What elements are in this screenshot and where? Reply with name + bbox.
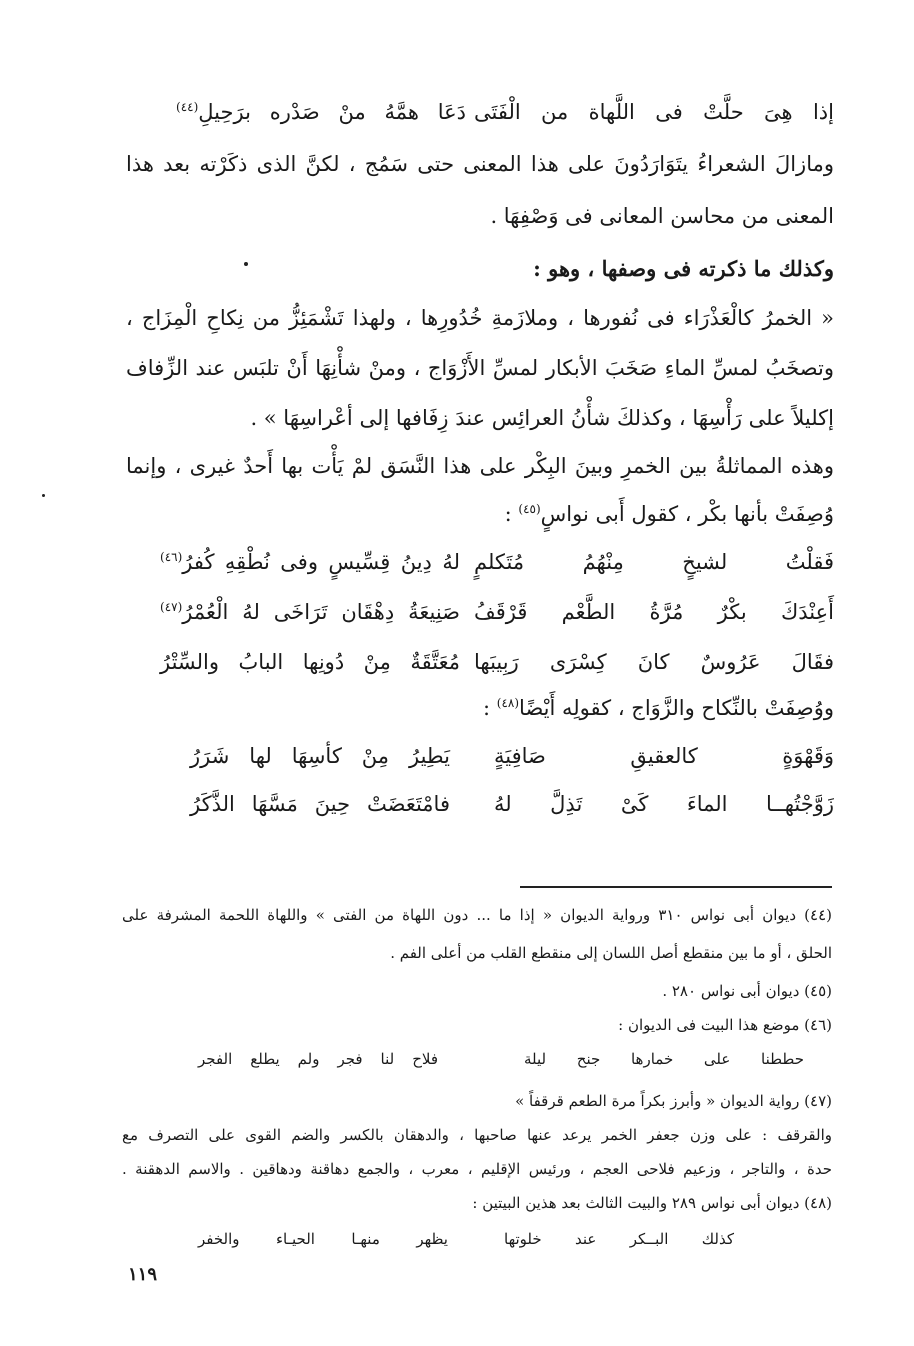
verse1-left-hemistich bbox=[160, 550, 460, 574]
verse5-right-hemistich: زَوَّجْتُهــا الماءَ كَىْ تَذِلَّ لهُ bbox=[494, 792, 834, 816]
verse3-right-hemistich: فقَالَ عَرُوسٌ كانَ كِسْرَى رَبِيبَها bbox=[474, 650, 834, 674]
quote-line2: وتصخَبُ لمسِّ الماءِ صَخَبَ الأبكار لمسِّ الأَزْوَاج ، ومنْ شأْنِهَا أَنْ تلبَس عند الزِّفاف bbox=[126, 356, 834, 380]
footnote-46: (٤٦) موضع هذا البيت فى الديوان : bbox=[618, 1016, 832, 1034]
footnote-45: (٤٥) ديوان أبى نواس ٢٨٠ . bbox=[662, 982, 832, 1000]
stray-mark-left bbox=[42, 494, 45, 497]
footnote-44-line1: (٤٤) ديوان أبى نواس ٣١٠ ورواية الديوان « إذا ما ... دون اللهاة من الفتى » واللهاة اللحمة المشرفة على bbox=[122, 906, 832, 924]
verse5-left-hemistich: فامْتَعَضَتْ حِينَ مَسَّهَا الذَّكَرُ bbox=[190, 792, 450, 816]
footnote-46-verse-right: حططنا على خمارها جنح ليلة bbox=[524, 1050, 804, 1068]
stray-mark bbox=[244, 262, 248, 266]
footnote-ref-48: (٤٨) bbox=[496, 696, 520, 710]
footnote-ref-45: (٤٥) bbox=[518, 502, 541, 516]
page-number: ١١٩ bbox=[128, 1264, 158, 1285]
paragraph2-line2-tail: : bbox=[504, 502, 519, 526]
paragraph3 bbox=[483, 696, 834, 720]
footnote-ref-47: (٤٧) bbox=[160, 600, 183, 614]
verse4-right-hemistich: وَقَهْوَةٍ كالعقيقِ صَافِيَةٍ bbox=[494, 744, 834, 768]
verse1-left-text: لهُ دِينُ قِسِّيسٍ وفى نُطْقِهِ كُفرُ bbox=[182, 550, 460, 574]
verse4-left-hemistich: يَطِيرُ مِنْ كأسِهَا لها شَرَرُ bbox=[190, 744, 450, 768]
footnote-ref-46: (٤٦) bbox=[160, 550, 183, 564]
verse3-left-hemistich: مُعَتَّقَةٌ مِنْ دُونِها البابُ والسِّتْرُ bbox=[160, 650, 460, 674]
footnote-47-line1: (٤٧) رواية الديوان « وأبرز بكراً مرة الطعم قرقفاً » bbox=[515, 1092, 832, 1110]
footnote-47-line3: حدة ، والتاجر ، وزعيم فلاحى العجم ، ورئيس الإقليم ، معرب ، والجمع دهاقنة ودهاقين . والاسم الدهقنة . bbox=[122, 1160, 832, 1178]
footnote-separator bbox=[520, 886, 832, 888]
paragraph2-line1: وهذه المماثلةُ بين الخمرِ وبينَ البِكْر على هذا النَّسَق لمْ يَأْت بها أَحدٌ غيرى ، وإنما bbox=[126, 454, 834, 478]
footnote-48-verse-left: يظهر منهـا الحيـاء والخفر bbox=[198, 1230, 448, 1248]
verse1-right-hemistich: فَقلْتُ لشيخٍ مِنْهُمُ مُتَكلمٍ bbox=[474, 550, 834, 574]
footnote-48-verse-right: كذلك البــكر عند خلوتها bbox=[504, 1230, 734, 1248]
paragraph1-line2: المعنى من محاسن المعانى فى وَصْفِهَا . bbox=[490, 204, 834, 228]
quote-line3: إكليلاً على رَأْسِهَا ، وكذلكَ شأْنُ العرائِس عندَ زِفَافها إلى أعْراسِهَا » . bbox=[250, 406, 834, 430]
opening-verse-right-hemistich: إذا هِىَ حلَّتْ فى اللَّهاة من الْفَتَى bbox=[474, 100, 834, 124]
opening-verse-left-hemistich bbox=[176, 100, 466, 124]
footnote-44-line2: الحلق ، أو ما بين منقطع أصل اللسان إلى منقطع القلب من أعلى الفم . bbox=[390, 944, 832, 962]
paragraph2-line2-text: وُصِفَتْ بأنها بكْر ، كقول أَبى نواسٍ bbox=[540, 502, 834, 526]
footnote-48: (٤٨) ديوان أبى نواس ٢٨٩ والبيت الثالث بعد هذين البيتين : bbox=[472, 1194, 832, 1212]
section-heading: وكذلك ما ذكرته فى وصفها ، وهو : bbox=[533, 256, 834, 281]
paragraph2-line2 bbox=[505, 502, 834, 526]
opening-verse-left-text: دَعَا همَّهُ منْ صَدْره برَحِيلِ bbox=[198, 100, 466, 124]
footnote-47-line2: والقرقف : على وزن جعفر الخمر يرعد عنها صاحبها ، والدهقان بالكسر والضم القوى على التصرف مع bbox=[122, 1126, 832, 1144]
quote-line1: « الخمرُ كالْعَذْرَاء فى نُفورها ، وملازَمةِ خُدُورِها ، ولهذا تَشْمَئِزُّ من نِكاحِ الْمِزَاج ، bbox=[126, 306, 834, 330]
verse2-left-text: صَنِيعَةُ دِهْقَان تَرَاخَى لهُ الْعُمْرُ bbox=[182, 600, 460, 624]
verse2-right-hemistich: أَعِنْدَكَ بكْرٌ مُرَّةُ الطَّعْم قَرْقَفُ bbox=[474, 600, 834, 624]
footnote-46-verse-left: فلاح لنا فجر ولم يطلع الفجر bbox=[198, 1050, 438, 1068]
paragraph3-tail: : bbox=[483, 696, 497, 720]
footnote-ref-44: (٤٤) bbox=[176, 100, 199, 114]
paragraph1-line1: ومازالَ الشعراءُ يتَوَارَدُونَ على هذا المعنى حتى سَمُج ، لكنَّ الذى ذكَرْته بعد هذا bbox=[126, 152, 834, 176]
verse2-left-hemistich bbox=[160, 600, 460, 624]
paragraph3-text: ووُصِفَتْ بالنِّكاح والزَّوَاج ، كقولِه أَيْضًا bbox=[519, 696, 834, 720]
